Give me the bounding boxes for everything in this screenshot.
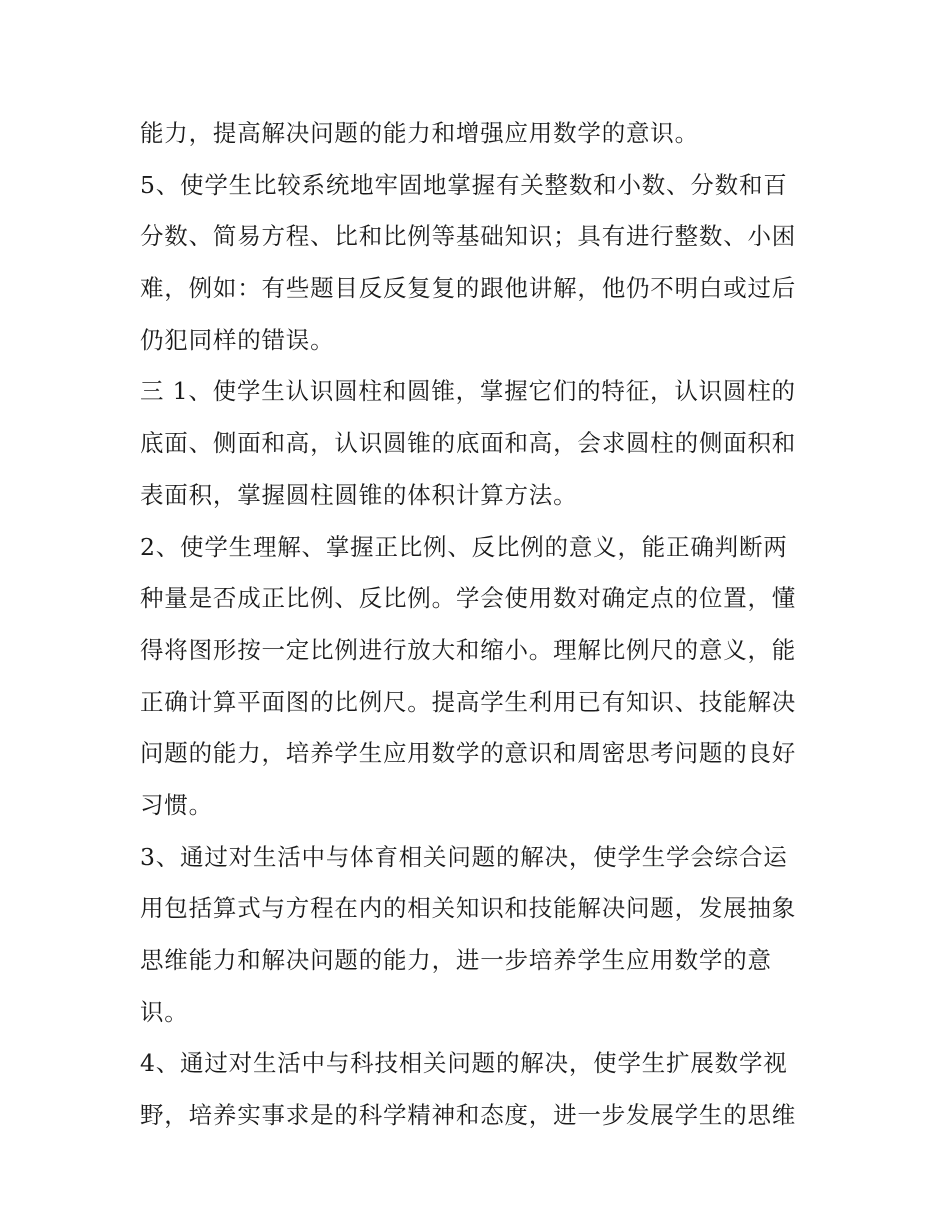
text-line: 底面、侧面和高，认识圆锥的底面和高，会求圆柱的侧面积和: [140, 429, 797, 458]
text-line: 种量是否成正比例、反比例。学会使用数对确定点的位置，懂: [140, 584, 797, 613]
text-line: 3、通过对生活中与体育相关问题的解决，使学生学会综合运: [140, 842, 788, 871]
text-line: 思维能力和解决问题的能力，进一步培养学生应用数学的意: [140, 946, 772, 974]
text-line: 2、使学生理解、掌握正比例、反比例的意义，能正确判断两: [140, 532, 788, 561]
text-line: 三 1、使学生认识圆柱和圆锥，掌握它们的特征，认识圆柱的: [140, 377, 796, 406]
text-line: 难，例如：有些题目反反复复的跟他讲解，他仍不明白或过后: [140, 274, 797, 303]
document-body: [140, 108, 812, 1142]
text-line: 用包括算式与方程在内的相关知识和技能解决问题，发展抽象: [140, 894, 797, 923]
text-line: 5、使学生比较系统地牢固地掌握有关整数和小数、分数和百: [140, 170, 788, 199]
text-line: 习惯。: [140, 790, 213, 819]
text-line: 正确计算平面图的比例尺。提高学生利用已有知识、技能解决: [140, 687, 797, 716]
text-line: 能力，提高解决问题的能力和增强应用数学的意识。: [140, 119, 699, 147]
text-line: 得将图形按一定比例进行放大和缩小。理解比例尺的意义，能: [140, 635, 797, 664]
text-line: 4、通过对生活中与科技相关问题的解决，使学生扩展数学视: [140, 1049, 788, 1078]
text-line: 分数、简易方程、比和比例等基础知识；具有进行整数、小困: [140, 222, 797, 251]
text-line: 仍犯同样的错误。: [140, 325, 335, 354]
text-line: 表面积，掌握圆柱圆锥的体积计算方法。: [140, 480, 578, 509]
text-line: 野，培养实事求是的科学精神和态度，进一步发展学生的思维: [140, 1101, 797, 1130]
text-line: 问题的能力，培养学生应用数学的意识和周密思考问题的良好: [140, 739, 797, 768]
text-line: 识。: [140, 997, 189, 1026]
